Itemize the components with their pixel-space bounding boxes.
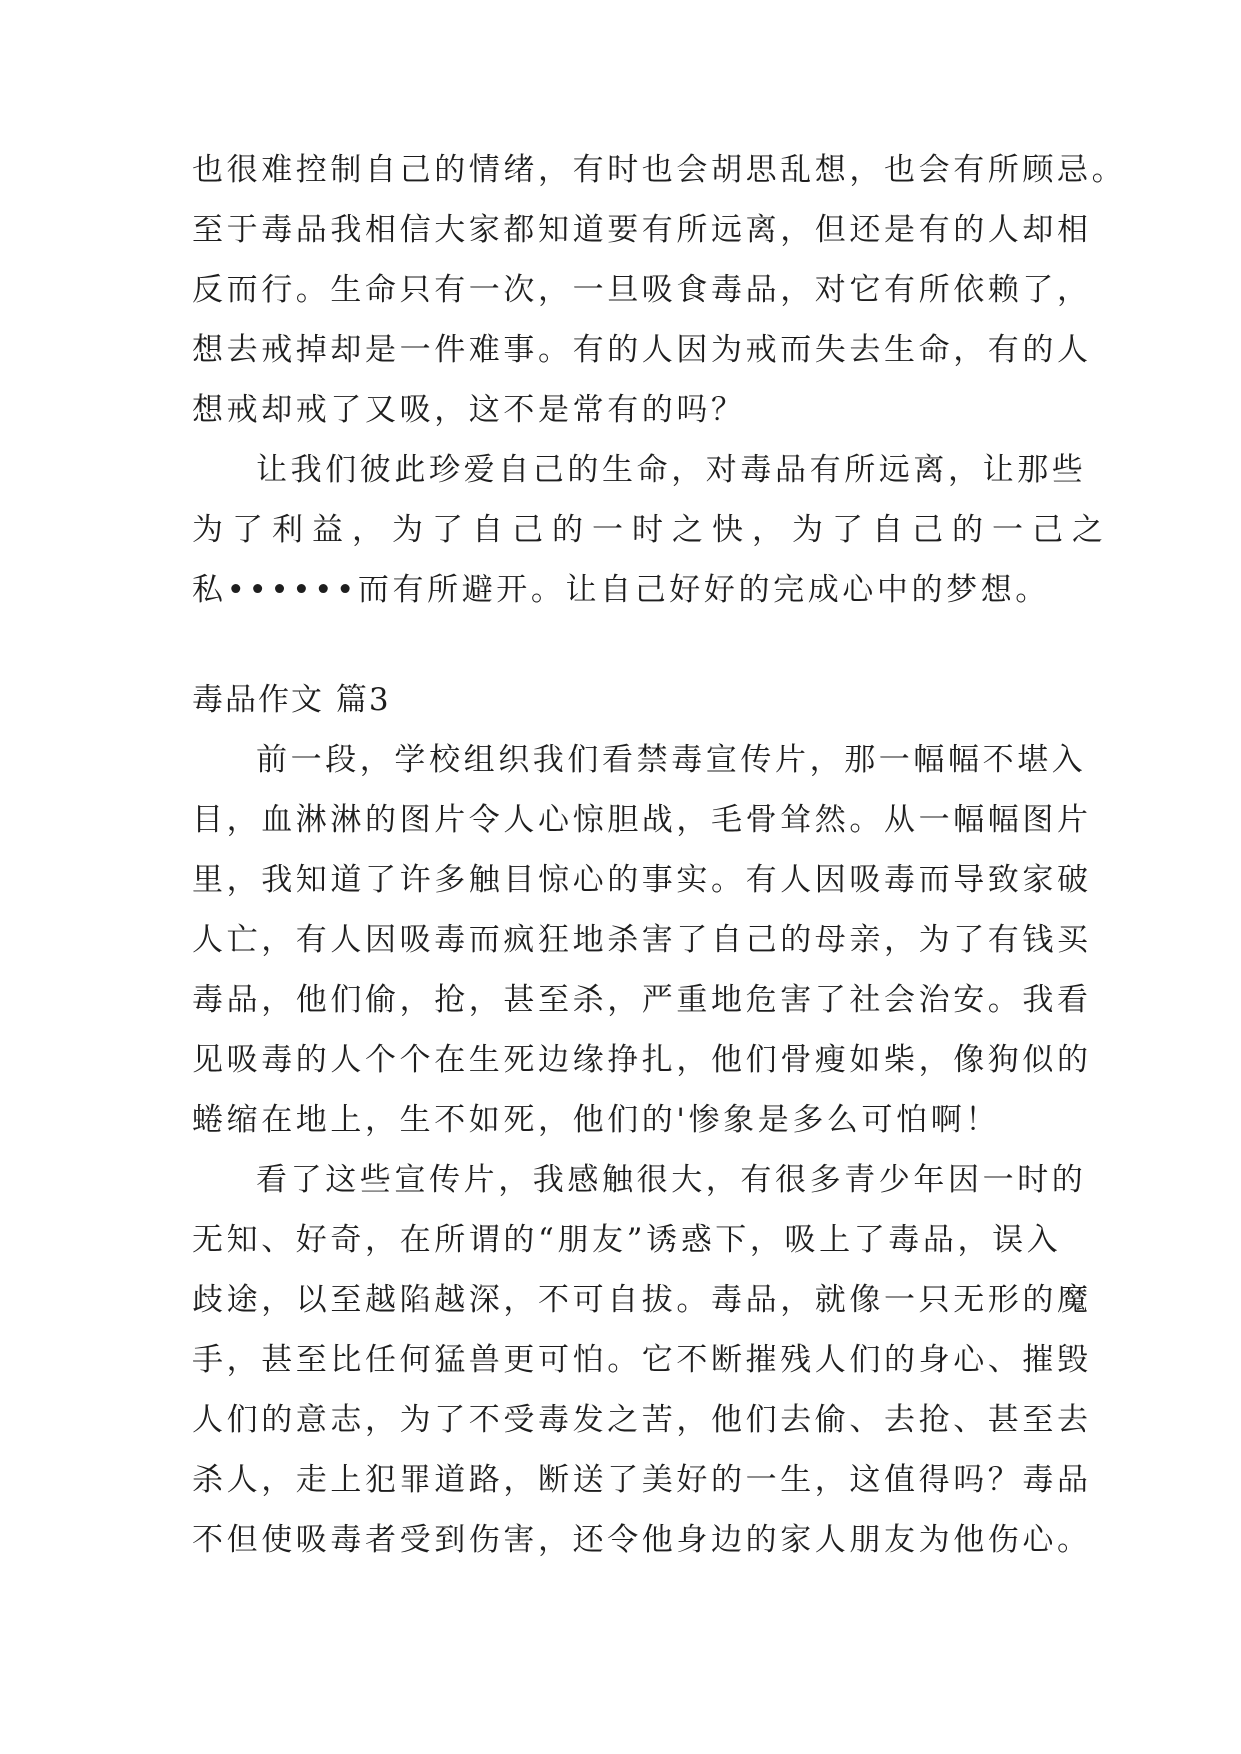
- text-line: 人亡，有人因吸毒而疯狂地杀害了自己的母亲，为了有钱买: [192, 922, 1092, 958]
- text-line: 想戒却戒了又吸，这不是常有的吗？: [192, 392, 746, 428]
- text-line: 人们的意志，为了不受毒发之苦，他们去偷、去抢、甚至去: [192, 1402, 1092, 1438]
- text-line: 也很难控制自己的情绪，有时也会胡思乱想，也会有所顾忌。: [192, 152, 1127, 188]
- text-line: 蜷缩在地上，生不如死，他们的'惨象是多么可怕啊！: [192, 1102, 1000, 1138]
- section-heading: 毒品作文 篇3: [192, 682, 391, 718]
- paragraph-start-line: 看了这些宣传片，我感触很大，有很多青少年因一时的: [256, 1162, 1087, 1198]
- text-line: 手，甚至比任何猛兽更可怕。它不断摧残人们的身心、摧毁: [192, 1342, 1092, 1378]
- text-line: 至于毒品我相信大家都知道要有所远离，但还是有的人却相: [192, 212, 1092, 248]
- text-line: 为了利益，为了自己的一时之快，为了自己的一己之: [192, 512, 1112, 548]
- text-line: 杀人，走上犯罪道路，断送了美好的一生，这值得吗？毒品: [192, 1462, 1092, 1498]
- text-line: 见吸毒的人个个在生死边缘挣扎，他们骨瘦如柴，像狗似的: [192, 1042, 1092, 1078]
- text-line: 想去戒掉却是一件难事。有的人因为戒而失去生命，有的人: [192, 332, 1092, 368]
- text-line: 无知、好奇，在所谓的“朋友”诱惑下，吸上了毒品，误入: [192, 1222, 1062, 1258]
- text-line: 毒品，他们偷，抢，甚至杀，严重地危害了社会治安。我看: [192, 982, 1092, 1018]
- text-line: 里，我知道了许多触目惊心的事实。有人因吸毒而导致家破: [192, 862, 1092, 898]
- paragraph-start-line: 让我们彼此珍爱自己的生命，对毒品有所远离，让那些: [256, 452, 1087, 488]
- paragraph-start-line: 前一段，学校组织我们看禁毒宣传片，那一幅幅不堪入: [256, 742, 1087, 778]
- text-line: 反而行。生命只有一次，一旦吸食毒品，对它有所依赖了，: [192, 272, 1092, 308]
- text-line: 目，血淋淋的图片令人心惊胆战，毛骨耸然。从一幅幅图片: [192, 802, 1092, 838]
- text-line: 私••••••而有所避开。让自己好好的完成心中的梦想。: [192, 572, 1050, 608]
- text-line: 不但使吸毒者受到伤害，还令他身边的家人朋友为他伤心。: [192, 1522, 1092, 1558]
- text-line: 歧途，以至越陷越深，不可自拔。毒品，就像一只无形的魔: [192, 1282, 1092, 1318]
